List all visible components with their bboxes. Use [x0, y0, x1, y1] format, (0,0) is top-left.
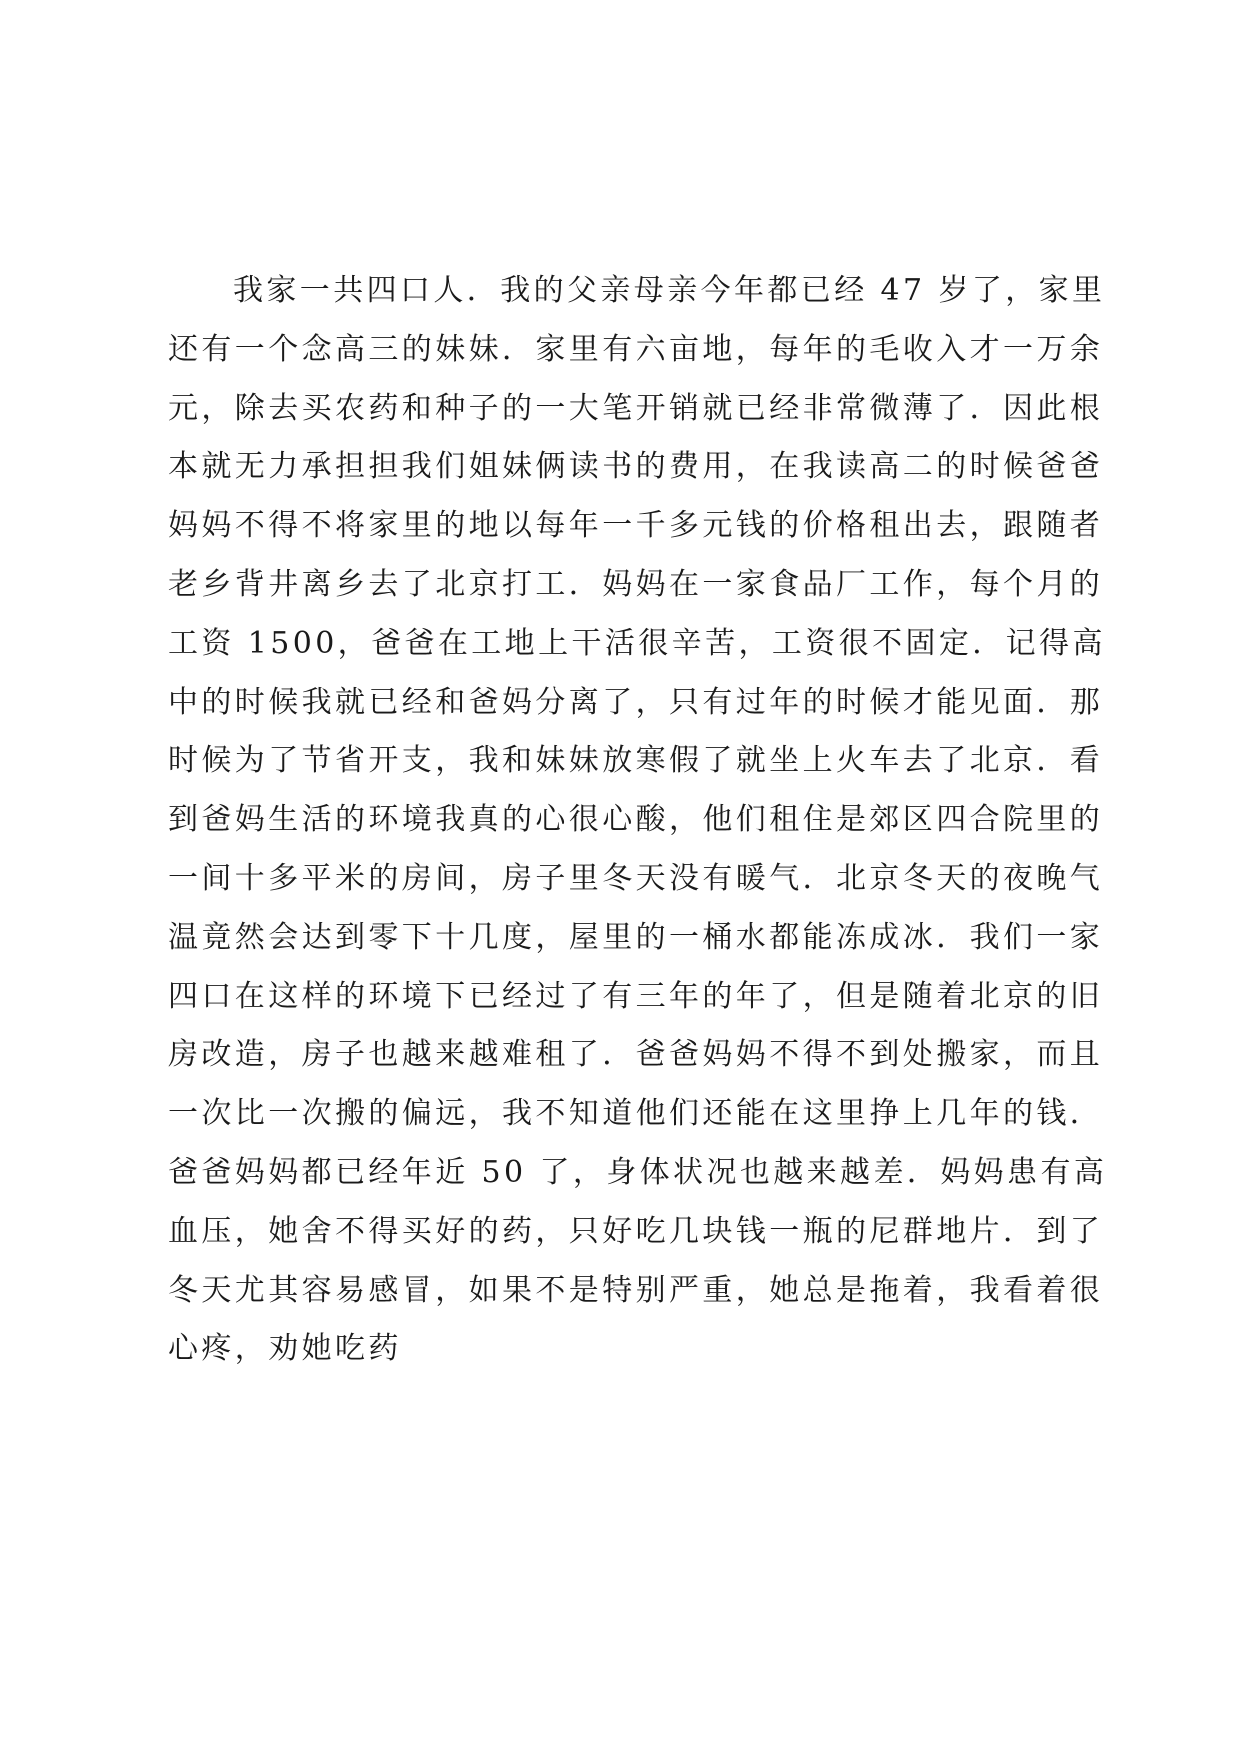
paragraph-line: 房改造，房子也越来越难租了．爸爸妈妈不得不到处搬家，而且	[168, 1037, 1104, 1073]
paragraph-line: 四口在这样的环境下已经过了有三年的年了，但是随着北京的旧	[168, 978, 1104, 1014]
body-paragraph	[168, 262, 1108, 1379]
paragraph-line: 元，除去买农药和种子的一大笔开销就已经非常微薄了．因此根	[168, 390, 1104, 426]
paragraph-line: 我家一共四口人．我的父亲母亲今年都已经 47 岁了，家里	[233, 273, 1106, 308]
paragraph-line: 一间十多平米的房间，房子里冬天没有暖气．北京冬天的夜晚气	[168, 860, 1104, 896]
paragraph-line: 一次比一次搬的偏远，我不知道他们还能在这里挣上几年的钱．	[168, 1096, 1104, 1132]
paragraph-line: 中的时候我就已经和爸妈分离了，只有过年的时候才能见面．那	[168, 684, 1104, 720]
paragraph-line: 爸爸妈妈都已经年近 50 了，身体状况也越来越差．妈妈患有高	[168, 1154, 1108, 1190]
paragraph-line: 工资 1500，爸爸在工地上干活很辛苦，工资很不固定．记得高	[168, 625, 1106, 661]
paragraph-line: 冬天尤其容易感冒，如果不是特别严重，她总是拖着，我看着很	[168, 1272, 1104, 1308]
paragraph-line: 本就无力承担担我们姐妹俩读书的费用，在我读高二的时候爸爸	[168, 449, 1104, 485]
paragraph-line: 还有一个念高三的妹妹．家里有六亩地，每年的毛收入才一万余	[168, 331, 1104, 367]
paragraph-line: 温竟然会达到零下十几度，屋里的一桶水都能冻成冰．我们一家	[168, 919, 1104, 955]
paragraph-line: 时候为了节省开支，我和妹妹放寒假了就坐上火车去了北京．看	[168, 743, 1104, 779]
paragraph-line: 心疼，劝她吃药	[168, 1331, 402, 1367]
paragraph-line: 血压，她舍不得买好的药，只好吃几块钱一瓶的尼群地片．到了	[168, 1213, 1104, 1249]
paragraph-line: 妈妈不得不将家里的地以每年一千多元钱的价格租出去，跟随者	[168, 508, 1104, 544]
paragraph-line: 老乡背井离乡去了北京打工．妈妈在一家食品厂工作，每个月的	[168, 566, 1104, 602]
paragraph-line: 到爸妈生活的环境我真的心很心酸，他们租住是郊区四合院里的	[168, 802, 1104, 838]
